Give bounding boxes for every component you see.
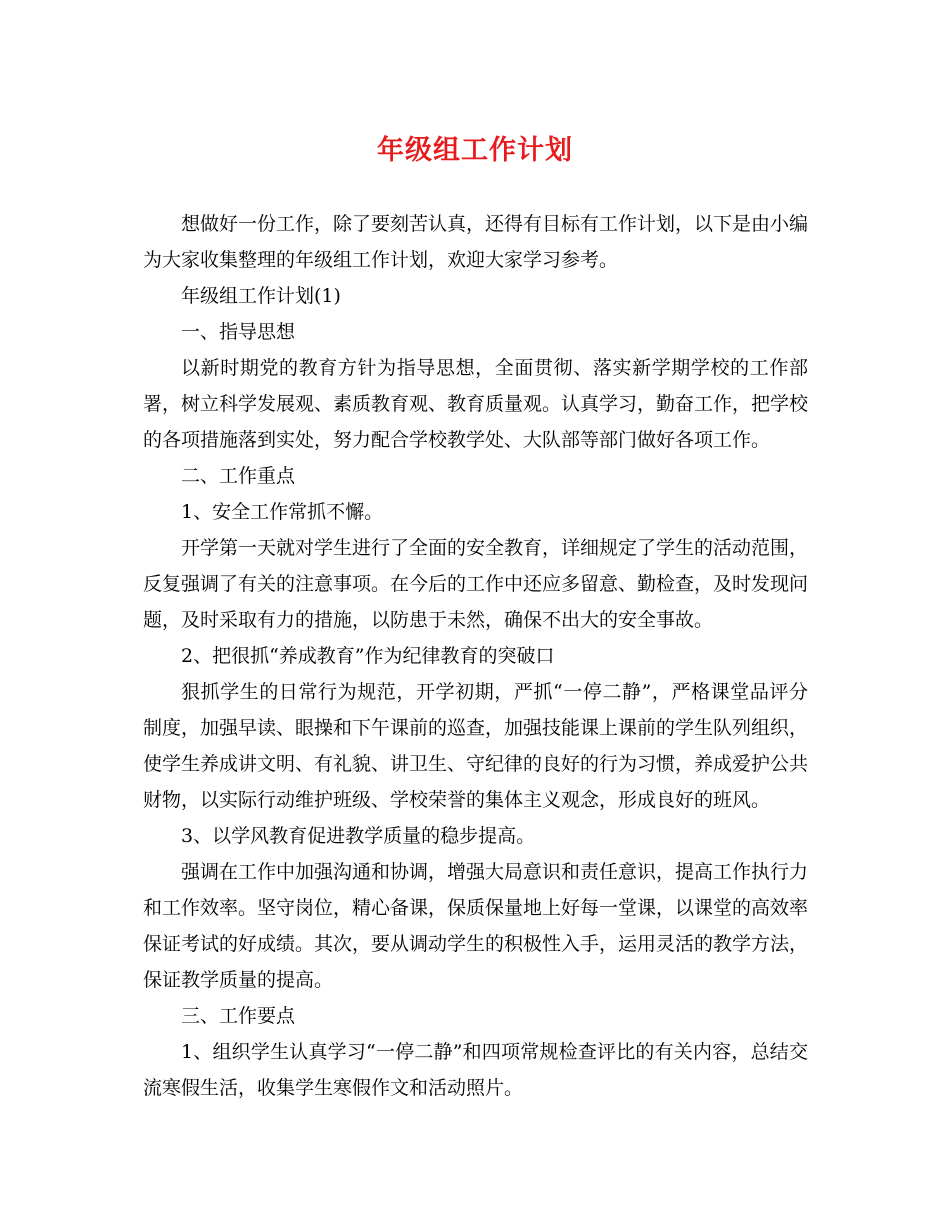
item-heading-study-style: 3、以学风教育促进教学质量的稳步提高。 [181,825,536,847]
document-body [143,206,808,1106]
paragraph-habit-education: 狠抓学生的日常行为规范，开学初期，严抓“一停二静”，严格课堂品评分制度，加强早读、眼操和下午课前的巡查，加强技能课上课前的学生队列组织，使学生养成讲文明、有礼貌、讲卫生、守纪律的良好的行为习惯，养成爱护公共财物，以实际行动维护班级、学校荣誉的集体主义观念，形成良好的班风。 [143,681,809,811]
item-heading-habit-education: 2、把很抓“养成教育”作为纪律教育的突破口 [181,645,555,667]
plan-subtitle: 年级组工作计划(1) [181,285,341,307]
paragraph-study-style: 强调在工作中加强沟通和协调，增强大局意识和责任意识，提高工作执行力和工作效率。坚守岗位，精心备课，保质保量地上好每一堂课，以课堂的高效率保证考试的好成绩。其次，要从调动学生的积极性入手，运用灵活的教学方法，保证教学质量的提高。 [143,861,809,991]
document-title: 年级组工作计划 [377,135,573,166]
section-heading-guiding-thought: 一、指导思想 [181,321,296,343]
paragraph-work-point-1: 1、组织学生认真学习“一停二静”和四项常规检查评比的有关内容，总结交流寒假生活，收集学生寒假作文和活动照片。 [143,1041,808,1099]
section-heading-work-focus: 二、工作重点 [181,465,296,487]
paragraph-guiding-thought: 以新时期党的教育方针为指导思想，全面贯彻、落实新学期学校的工作部署，树立科学发展观、素质教育观、教育质量观。认真学习，勤奋工作，把学校的各项措施落到实处，努力配合学校教学处、大队部等部门做好各项工作。 [143,357,809,451]
section-heading-work-points: 三、工作要点 [181,1005,296,1027]
paragraph-safety: 开学第一天就对学生进行了全面的安全教育，详细规定了学生的活动范围，反复强调了有关的注意事项。在今后的工作中还应多留意、勤检查，及时发现问题，及时采取有力的措施，以防患于未然，确保不出大的安全事故。 [143,537,809,631]
item-heading-safety: 1、安全工作常抓不懈。 [181,501,384,523]
intro-paragraph: 想做好一份工作，除了要刻苦认真，还得有目标有工作计划，以下是由小编为大家收集整理的年级组工作计划，欢迎大家学习参考。 [143,213,809,271]
